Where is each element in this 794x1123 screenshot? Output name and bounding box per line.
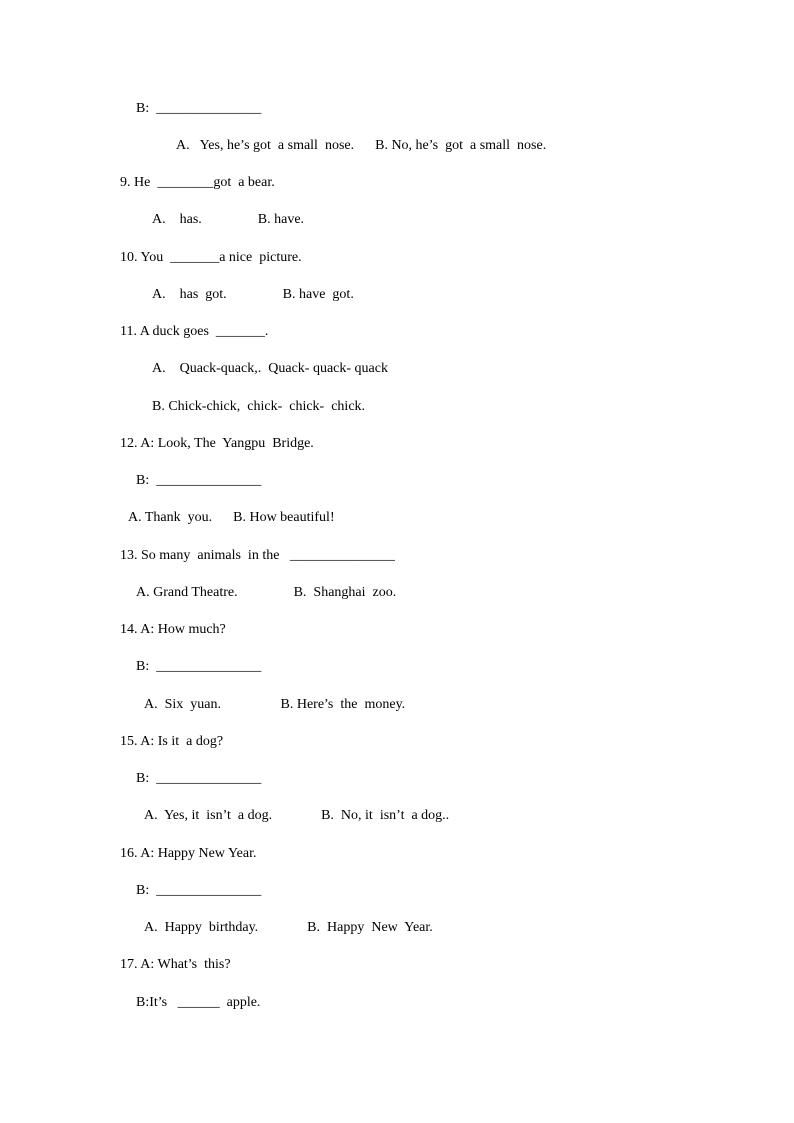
- option-11-b: B. Chick-chick, chick- chick- chick.: [152, 399, 366, 414]
- question-11: 11. A duck goes _______.: [120, 324, 269, 339]
- options-8: A. Yes, he’s got a small nose. B. No, he’s got a small nose.: [176, 138, 547, 153]
- options-13: A. Grand Theatre. B. Shanghai zoo.: [136, 585, 397, 600]
- options-14: A. Six yuan. B. Here’s the money.: [144, 697, 406, 712]
- options-15: A. Yes, it isn’t a dog. B. No, it isn’t a dog..: [144, 808, 450, 823]
- line-b-answer-14: B: _______________: [136, 659, 262, 674]
- question-10: 10. You _______a nice picture.: [120, 250, 302, 265]
- question-16: 16. A: Happy New Year.: [120, 846, 257, 861]
- question-15: 15. A: Is it a dog?: [120, 734, 224, 749]
- line-b-answer-17: B:It’s ______ apple.: [136, 995, 261, 1010]
- line-b-answer-12: B: _______________: [136, 473, 262, 488]
- question-9: 9. He ________got a bear.: [120, 175, 275, 190]
- options-10: A. has got. B. have got.: [152, 287, 354, 302]
- line-b-answer-8: B: _______________: [136, 101, 262, 116]
- options-16: A. Happy birthday. B. Happy New Year.: [144, 920, 433, 935]
- question-12: 12. A: Look, The Yangpu Bridge.: [120, 436, 314, 451]
- question-13: 13. So many animals in the _______________: [120, 548, 395, 563]
- question-17: 17. A: What’s this?: [120, 957, 231, 972]
- options-9: A. has. B. have.: [152, 212, 305, 227]
- line-b-answer-15: B: _______________: [136, 771, 262, 786]
- options-12: A. Thank you. B. How beautiful!: [128, 510, 335, 525]
- question-14: 14. A: How much?: [120, 622, 226, 637]
- option-11-a: A. Quack-quack,. Quack- quack- quack: [152, 361, 388, 376]
- line-b-answer-16: B: _______________: [136, 883, 262, 898]
